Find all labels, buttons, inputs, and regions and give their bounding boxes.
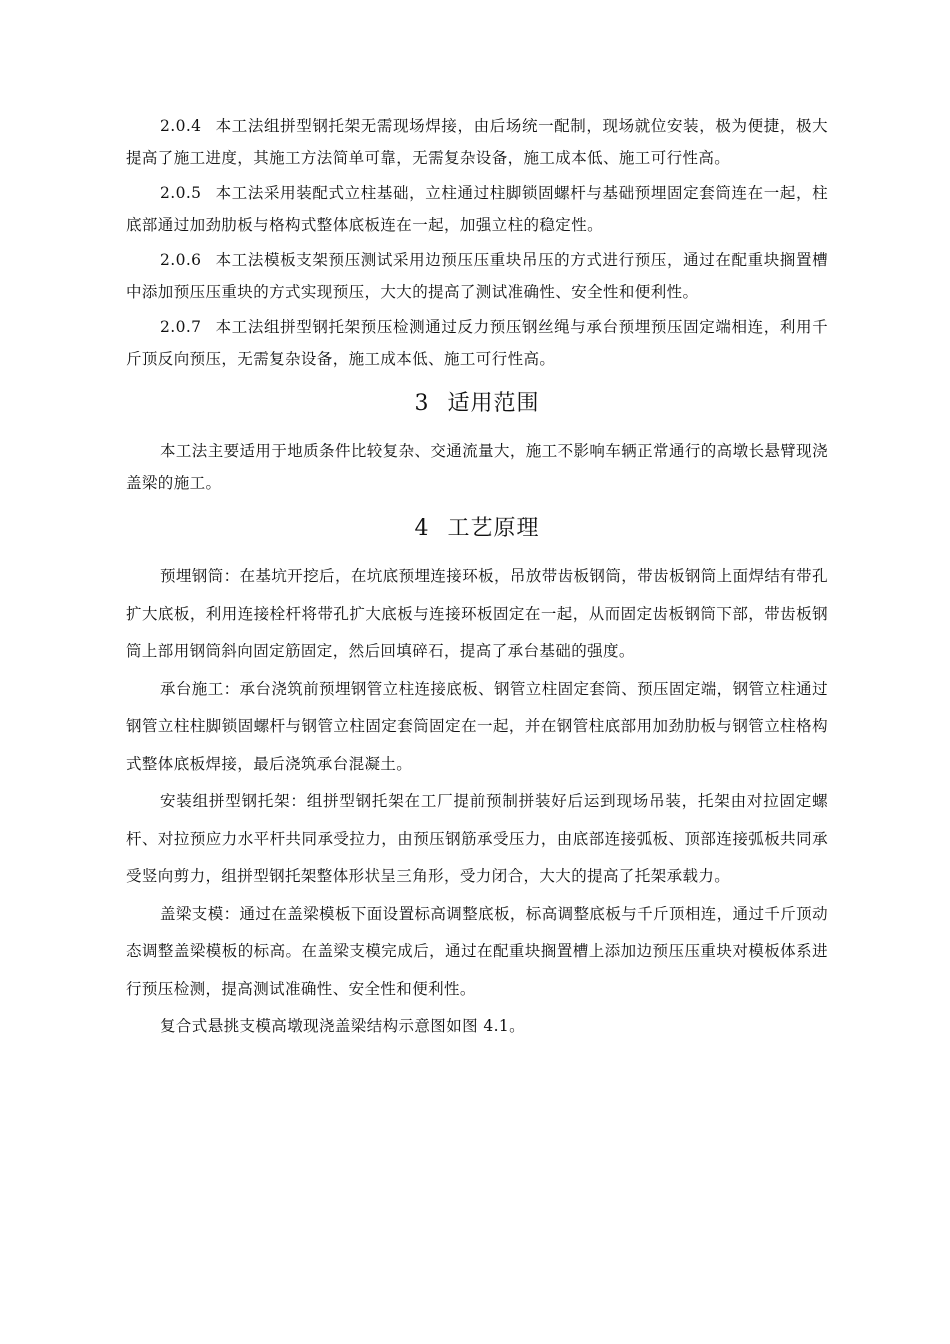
paragraph-bracket-installation: 安装组拼型钢托架：组拼型钢托架在工厂提前预制拼装好后运到现场吊装，托架由对拉固定螺杆、对拉预应力水平杆共同承受拉力，由预压钢筋承受压力，由底部连接弧板、顶部连接弧板共同承受竖向剪力，组拼型钢托架整体形状呈三角形，受力闭合，大大的提高了托架承载力。	[126, 792, 828, 885]
section-title: 适用范围	[447, 391, 540, 416]
clause-2-0-7	[126, 311, 828, 375]
document-page	[126, 110, 828, 1046]
clause-text: 本工法采用装配式立柱基础，立柱通过柱脚锁固螺杆与基础预埋固定套筒连在一起，柱底部通过加劲肋板与格构式整体底板连在一起，加强立柱的稳定性。	[126, 184, 828, 234]
section-3-heading	[126, 388, 828, 420]
section-3-paragraph: 本工法主要适用于地质条件比较复杂、交通流量大，施工不影响车辆正常通行的高墩长悬臂现浇盖梁的施工。	[126, 442, 828, 492]
clause-2-0-4	[126, 110, 828, 174]
clause-number: 2.0.4	[160, 117, 202, 135]
clause-2-0-6	[126, 244, 828, 308]
clause-number: 2.0.5	[160, 184, 202, 202]
section-3-body	[126, 435, 828, 499]
clause-number: 2.0.6	[160, 251, 202, 269]
section-number: 3	[414, 391, 430, 416]
section-title: 工艺原理	[447, 516, 540, 541]
paragraph-embedded-steel-tube: 预埋钢筒：在基坑开挖后，在坑底预埋连接环板，吊放带齿板钢筒，带齿板钢筒上面焊结有带孔扩大底板，利用连接栓杆将带孔扩大底板与连接环板固定在一起，从而固定齿板钢筒下部，带齿板钢筒上部用钢筒斜向固定筋固定，然后回填碎石，提高了承台基础的强度。	[126, 567, 828, 660]
paragraph-figure-reference: 复合式悬挑支模高墩现浇盖梁结构示意图如图 4.1。	[160, 1017, 526, 1035]
clause-text: 本工法模板支架预压测试采用边预压压重块吊压的方式进行预压，通过在配重块搁置槽中添加预压压重块的方式实现预压，大大的提高了测试准确性、安全性和便利性。	[126, 251, 828, 301]
section-4-heading	[126, 513, 828, 545]
clause-2-0-5	[126, 177, 828, 241]
paragraph-cap-beam-formwork: 盖梁支模：通过在盖梁模板下面设置标高调整底板，标高调整底板与千斤顶相连，通过千斤顶动态调整盖梁模板的标高。在盖梁支模完成后，通过在配重块搁置槽上添加边预压压重块对模板体系进行预压检测，提高测试准确性、安全性和便利性。	[126, 904, 828, 998]
section-2-items	[126, 110, 828, 375]
clause-text: 本工法组拼型钢托架无需现场焊接，由后场统一配制，现场就位安装，极为便捷，极大提高了施工进度，其施工方法简单可靠，无需复杂设备，施工成本低、施工可行性高。	[126, 117, 828, 167]
clause-number: 2.0.7	[160, 318, 202, 336]
clause-text: 本工法组拼型钢托架预压检测通过反力预压钢丝绳与承台预埋预压固定端相连，利用千斤顶反向预压，无需复杂设备，施工成本低、施工可行性高。	[126, 318, 828, 368]
paragraph-cap-construction: 承台施工：承台浇筑前预埋钢管立柱连接底板、钢管立柱固定套筒、预压固定端，钢管立柱通过钢管立柱柱脚锁固螺杆与钢管立柱固定套筒固定在一起，并在钢管柱底部用加劲肋板与钢管立柱格构式整体底板焊接，最后浇筑承台混凝土。	[126, 679, 828, 773]
section-4-body	[126, 558, 828, 1046]
section-number: 4	[414, 516, 430, 541]
